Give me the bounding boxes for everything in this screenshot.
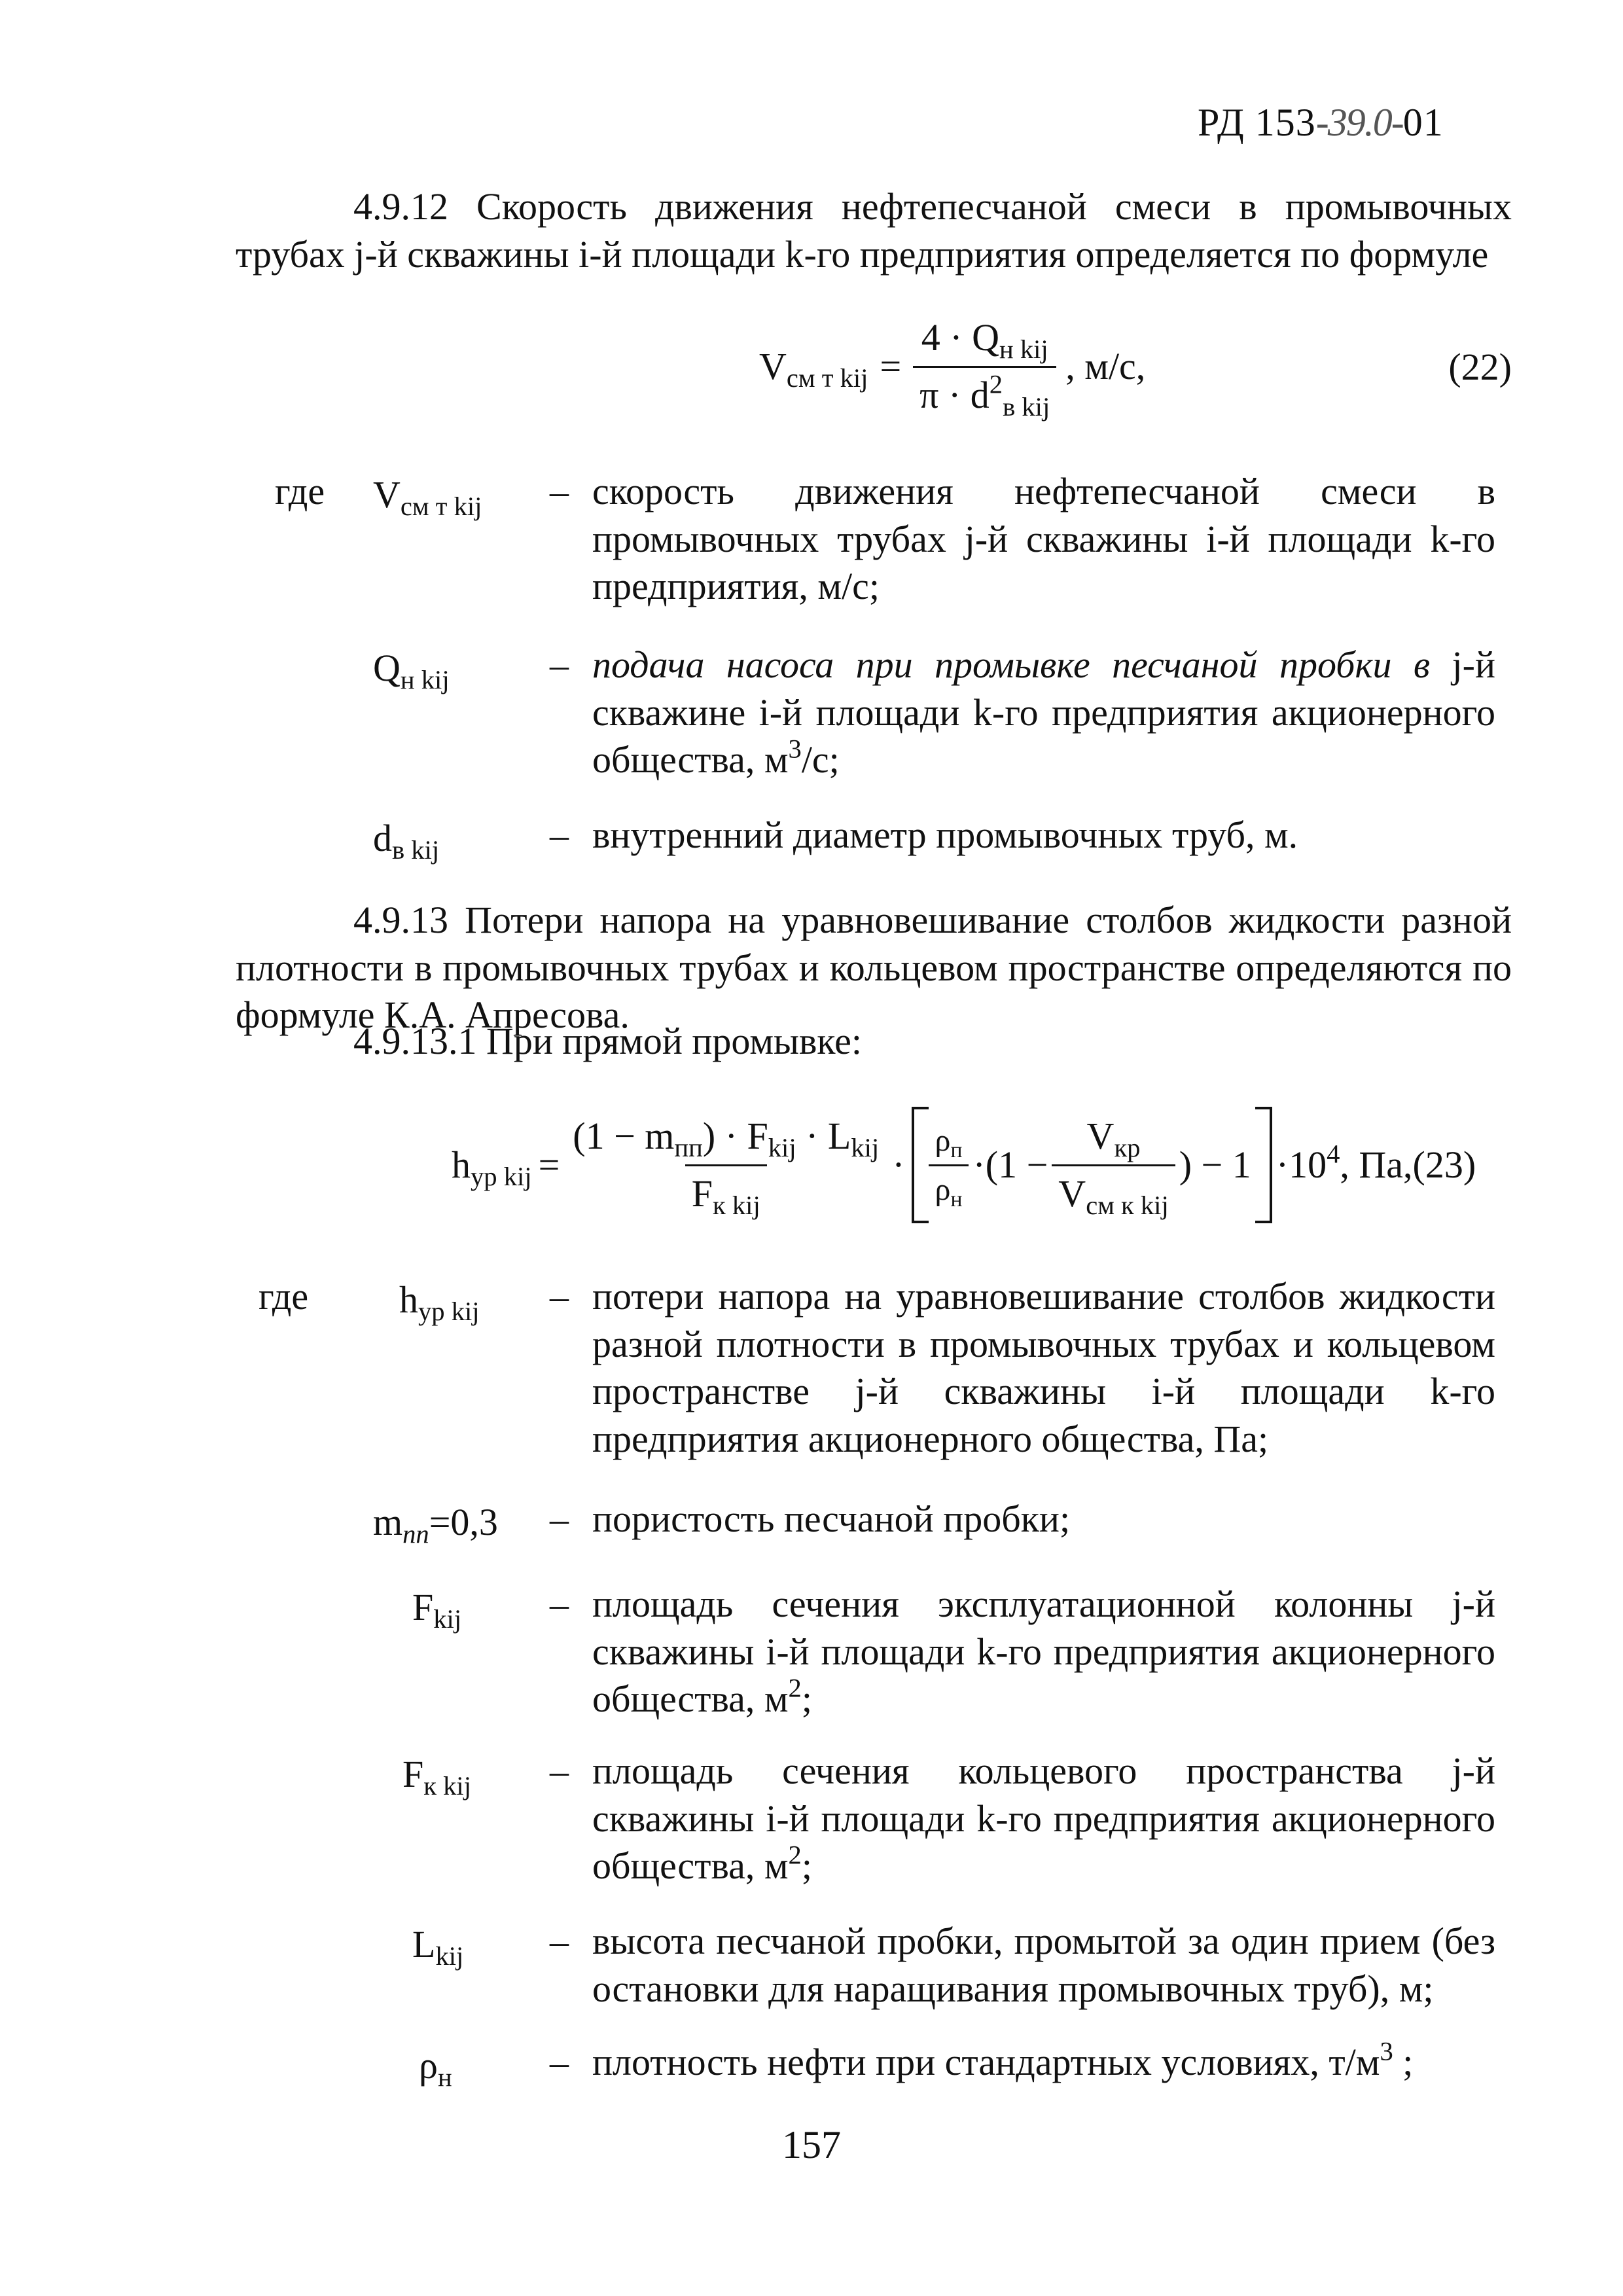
formula-23-lhs: $h_{ур kij}$ <box>452 1143 532 1191</box>
dash: – <box>550 1749 569 1792</box>
formula-22-denominator: $\pi \cdot d^2_{в kij}$ <box>913 366 1056 420</box>
where-label-23: где <box>259 1275 309 1318</box>
document-code-handwritten: -39.0- <box>1315 101 1403 144</box>
right-bracket <box>1255 1107 1272 1223</box>
definition-m-pp: пористость песчаной пробки; <box>592 1498 1071 1540</box>
formula-23-tail: ) − 1 <box>1179 1143 1251 1186</box>
dash: – <box>550 1583 569 1625</box>
definition-h-ur: потери напора на уравновешивание столбов жидкости разной плотности в промывочных трубах и кольцевом пространстве j-й скважины i-й площади k-го предприятия акционерного общества, Па; <box>592 1275 1495 1460</box>
formula-23 <box>452 1100 1525 1230</box>
symbol-d-v: $d_{в kij}$ <box>373 817 440 865</box>
formula-23-unit-number: , Па,(23) <box>1340 1143 1476 1186</box>
left-bracket <box>912 1107 929 1223</box>
formula-23-mid: ·(1 − <box>972 1143 1048 1186</box>
formula-22 <box>759 308 1512 425</box>
formula-23-main-fraction <box>566 1113 885 1220</box>
dash: – <box>550 1920 569 1962</box>
symbol-q-n: $Q_{н kij}$ <box>373 647 450 695</box>
dash: – <box>550 470 569 512</box>
formula-23-dot: · <box>892 1143 905 1186</box>
section-4-9-12: 4.9.12 Скорость движения нефтепесчаной смеси в промывочных трубах j-й скважины i-й площади k-го предприятия определяется по формуле <box>236 185 1512 276</box>
page-number: 157 <box>782 2123 841 2166</box>
definition-f-k: площадь сечения кольцевого пространства j-й скважины i-й площади k-го предприятия акционерного общества, $м^2$; <box>592 1749 1495 1887</box>
formula-22-equals: = <box>880 344 902 387</box>
symbol-f-k: $F_{к kij}$ <box>402 1753 471 1801</box>
dash: – <box>550 814 569 856</box>
symbol-rho-n: $\rho_н$ <box>419 2044 452 2092</box>
document-code-prefix: РД 153 <box>1198 101 1316 144</box>
dash: – <box>550 643 569 686</box>
definition-l: высота песчаной пробки, промытой за один прием (без остановки для наращивания промывочных труб), м; <box>592 1920 1495 2010</box>
formula-22-fraction <box>913 314 1056 422</box>
definition-rho-n: плотность нефти при стандартных условиях, $т/м^3$ ; <box>592 2036 1414 2083</box>
formula-23-denominator: $F_{к kij}$ <box>685 1164 767 1218</box>
document-code <box>1198 98 1444 147</box>
formula-23-equals: = <box>538 1143 560 1186</box>
definition-v-sm-t: скорость движения нефтепесчаной смеси в промывочных трубах j-й скважины i-й площади k-го предприятия, м/с; <box>592 470 1495 607</box>
dash: – <box>550 2041 569 2083</box>
document-code-suffix: 01 <box>1402 101 1444 144</box>
formula-23-numerator: $(1 - m_{пп}) \cdot F_{kij} \cdot L_{kij}$ <box>573 1115 880 1163</box>
symbol-v-sm-t: $V_{см т kij}$ <box>373 473 482 522</box>
section-4-9-13-1: 4.9.13.1 При прямой промывке: <box>353 1020 862 1062</box>
formula-23-velocity-ratio: $\frac{V_{кр}}{V_{см к kij}}$ <box>1052 1113 1175 1217</box>
dash: – <box>550 1275 569 1318</box>
formula-22-number: (22) <box>1448 346 1512 388</box>
formula-23-density-ratio: $\frac{\rho_п}{\rho_н}$ <box>929 1121 969 1210</box>
section-4-9-13: 4.9.13 Потери напора на уравновешивание столбов жидкости разной плотности в промывочных трубах и кольцевом пространстве определяются по формуле К.А. Апресова. <box>236 899 1512 1036</box>
symbol-l: $L_{kij}$ <box>412 1923 464 1971</box>
where-label-22: где <box>275 470 325 512</box>
formula-22-unit: , м/с, <box>1065 344 1146 387</box>
definition-q-n: подача насоса при промывке песчаной пробки в j-й скважине i-й площади k-го предприятия акционерного общества, $м^3/с$; <box>592 643 1495 781</box>
symbol-f: $F_{kij}$ <box>412 1586 462 1634</box>
definition-f: площадь сечения эксплуатационной колонны j-й скважины i-й площади k-го предприятия акционерного общества, $м^2$; <box>592 1583 1495 1720</box>
formula-23-power: $\cdot 10^4$ <box>1275 1139 1340 1186</box>
formula-22-lhs: $V_{см т kij}$ <box>759 344 868 393</box>
dash: – <box>550 1498 569 1540</box>
formula-22-numerator: $4 \cdot Q_{н kij}$ <box>921 316 1048 365</box>
symbol-h-ur: $h_{ур kij}$ <box>399 1278 480 1327</box>
definition-d-v: внутренний диаметр промывочных труб, м. <box>592 814 1298 856</box>
symbol-m-pp: $m_{пп}=0,3$ <box>373 1501 498 1549</box>
